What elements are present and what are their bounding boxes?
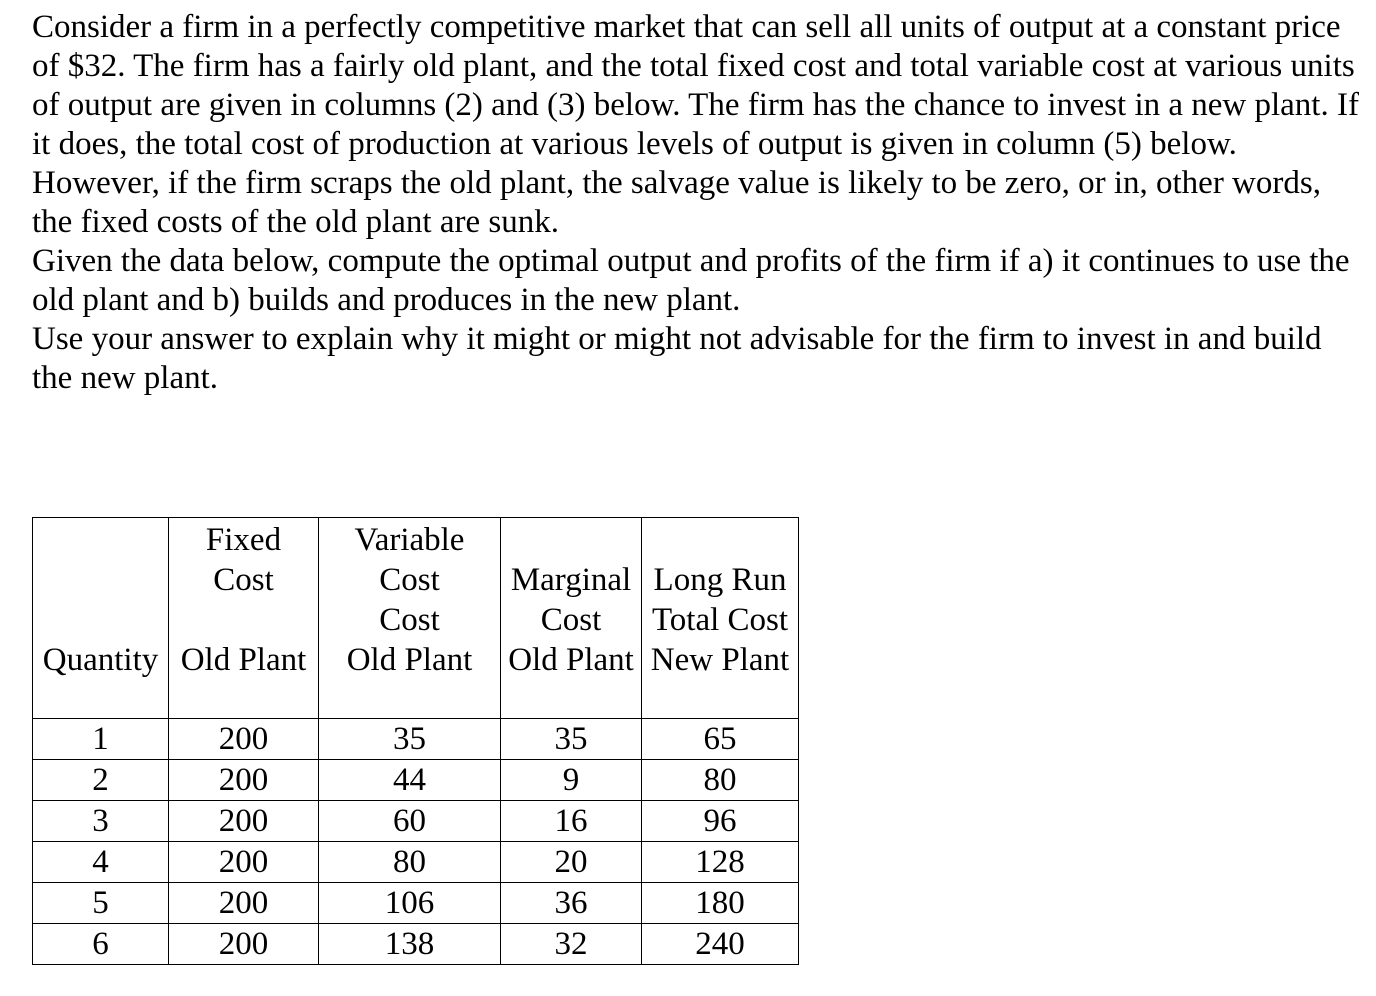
cell-quantity: 6	[33, 924, 169, 965]
cell-quantity: 2	[33, 760, 169, 801]
table-row	[33, 924, 799, 965]
header-quantity: Quantity	[33, 518, 169, 719]
cell-long-run-total-cost: 180	[642, 883, 799, 924]
cell-quantity: 1	[33, 719, 169, 760]
cell-marginal-cost: 35	[501, 719, 642, 760]
cell-long-run-total-cost: 240	[642, 924, 799, 965]
table-row	[33, 883, 799, 924]
cell-variable-cost: 35	[319, 719, 501, 760]
cell-fixed-cost: 200	[169, 842, 319, 883]
problem-paragraph-explain: Use your answer to explain why it might or might not advisable for the firm to invest in and build the new plant.	[32, 321, 1322, 396]
cell-marginal-cost: 9	[501, 760, 642, 801]
cell-variable-cost: 106	[319, 883, 501, 924]
table-header-row	[33, 518, 799, 719]
table-row	[33, 801, 799, 842]
cell-long-run-total-cost: 128	[642, 842, 799, 883]
cell-fixed-cost: 200	[169, 924, 319, 965]
cell-variable-cost: 44	[319, 760, 501, 801]
problem-paragraph-intro: Consider a firm in a perfectly competitive market that can sell all units of output at a constant price of $32. The firm has a fairly old plant, and the total fixed cost and total variable cost at various units of output are given in columns (2) and (3) below. The firm has the chance to invest in a new plant. If it does, the total cost of production at various levels of output is given in column (5) below. However, if the firm scraps the old plant, the salvage value is likely to be zero, or in, other words, the fixed costs of the old plant are sunk.	[32, 9, 1359, 240]
cell-long-run-total-cost: 96	[642, 801, 799, 842]
table-row	[33, 760, 799, 801]
cell-variable-cost: 80	[319, 842, 501, 883]
cell-marginal-cost: 20	[501, 842, 642, 883]
cell-long-run-total-cost: 80	[642, 760, 799, 801]
cell-quantity: 3	[33, 801, 169, 842]
cell-marginal-cost: 32	[501, 924, 642, 965]
cell-fixed-cost: 200	[169, 883, 319, 924]
problem-paragraph-task: Given the data below, compute the optimal output and profits of the firm if a) it continues to use the old plant and b) builds and produces in the new plant.	[32, 243, 1350, 318]
table-row	[33, 842, 799, 883]
header-long-run-total-cost: Long Run Total Cost New Plant	[642, 518, 799, 719]
cell-quantity: 4	[33, 842, 169, 883]
problem-statement	[32, 8, 1362, 398]
cell-variable-cost: 138	[319, 924, 501, 965]
cell-quantity: 5	[33, 883, 169, 924]
cell-variable-cost: 60	[319, 801, 501, 842]
cell-long-run-total-cost: 65	[642, 719, 799, 760]
cell-fixed-cost: 200	[169, 719, 319, 760]
cell-fixed-cost: 200	[169, 801, 319, 842]
cell-marginal-cost: 16	[501, 801, 642, 842]
header-marginal-cost: Marginal Cost Old Plant	[501, 518, 642, 719]
cell-marginal-cost: 36	[501, 883, 642, 924]
header-fixed-cost: Fixed Cost Old Plant	[169, 518, 319, 719]
cell-fixed-cost: 200	[169, 760, 319, 801]
cost-table	[32, 517, 799, 965]
header-variable-cost: Variable Cost Cost Old Plant	[319, 518, 501, 719]
table-row	[33, 719, 799, 760]
